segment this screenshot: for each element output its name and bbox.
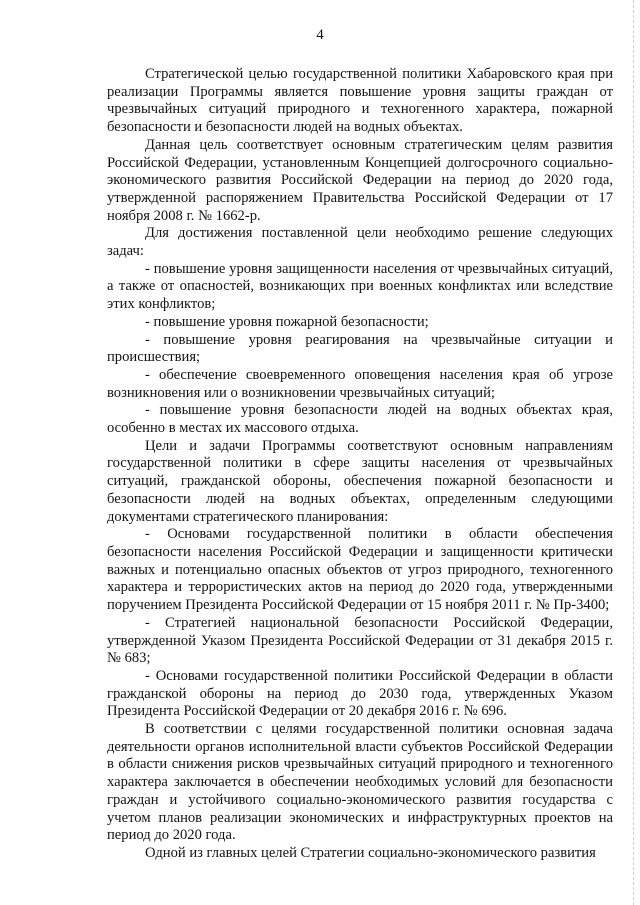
list-item-task: - повышение уровня безопасности людей на водных объектах края, особенно в местах их массового отдыха. <box>107 402 613 437</box>
list-item-task: - повышение уровня реагирования на чрезвычайные ситуации и происшествия; <box>107 331 613 366</box>
list-item-task: - обеспечение своевременного оповещения населения края об угрозе возникновения или о возникновении чрезвычайных ситуаций; <box>107 366 613 401</box>
page-number: 4 <box>316 27 324 43</box>
list-item-task: - повышение уровня защищенности населения от чрезвычайных ситуаций, а также от опасностей, возникающих при военных конфликтах или вследствие этих конфликтов; <box>107 260 613 313</box>
paragraph-program-alignment: Цели и задачи Программы соответствуют основным направлениям государственной политики в сфере защиты населения от чрезвычайных ситуаций, гражданской обороны, обеспечения пожарной безопасности и безопасности людей на водных объектах, определенным следующими документами стратегического планирования: <box>107 437 613 525</box>
list-item-document: - Основами государственной политики в области обеспечения безопасности населения Российской Федерации и защищенности критически важных и потенциально опасных объектов от угроз природного, техногенного характера и террористических актов на период до 2020 года, утвержденными поручением Президента Российской Федерации от 15 ноября 2011 г. № Пр-3400; <box>107 526 613 614</box>
scan-edge <box>632 0 634 905</box>
paragraph-strategy-goals: Одной из главных целей Стратегии социально-экономического развития <box>145 844 596 861</box>
paragraph-strategic-goal: Стратегической целью государственной политики Хабаровского края при реализации Программы является повышение уровня защиты граждан от чрезвычайных ситуаций природного и техногенного характера, пожарной безопасности и безопасности людей на водных объектах. <box>107 66 613 136</box>
paragraph-main-task: В соответствии с целями государственной политики основная задача деятельности органов исполнительной власти субъектов Российской Федерации в области снижения рисков чрезвычайных ситуаций природного и техногенного характера заключается в обеспечении необходимых условий для безопасности граждан и устойчивого социально-экономического развития государства с учетом планов реализации экономических и инфраструктурных проектов на период до 2020 года. <box>107 721 613 844</box>
list-item-document: - Стратегией национальной безопасности Российской Федерации, утвержденной Указом Президента Российской Федерации от 31 декабря 2015 г. № 683; <box>107 614 613 667</box>
list-item-document: - Основами государственной политики Российской Федерации в области гражданской обороны на период до 2030 года, утвержденных Указом Президента Российской Федерации от 20 декабря 2016 г. № 696. <box>107 667 613 720</box>
paragraph-federal-goals: Данная цель соответствует основным стратегическим целям развития Российской Федерации, установленным Концепцией долгосрочного социально-экономического развития Российской Федерации на период до 2020 года, утвержденной распоряжением Правительства Российской Федерации от 17 ноября 2008 г. № 1662-р. <box>107 136 613 224</box>
document-body <box>107 66 613 863</box>
paragraph-tasks-intro: Для достижения поставленной цели необходимо решение следующих задач: <box>107 225 613 260</box>
list-item-task: - повышение уровня пожарной безопасности; <box>145 313 429 330</box>
